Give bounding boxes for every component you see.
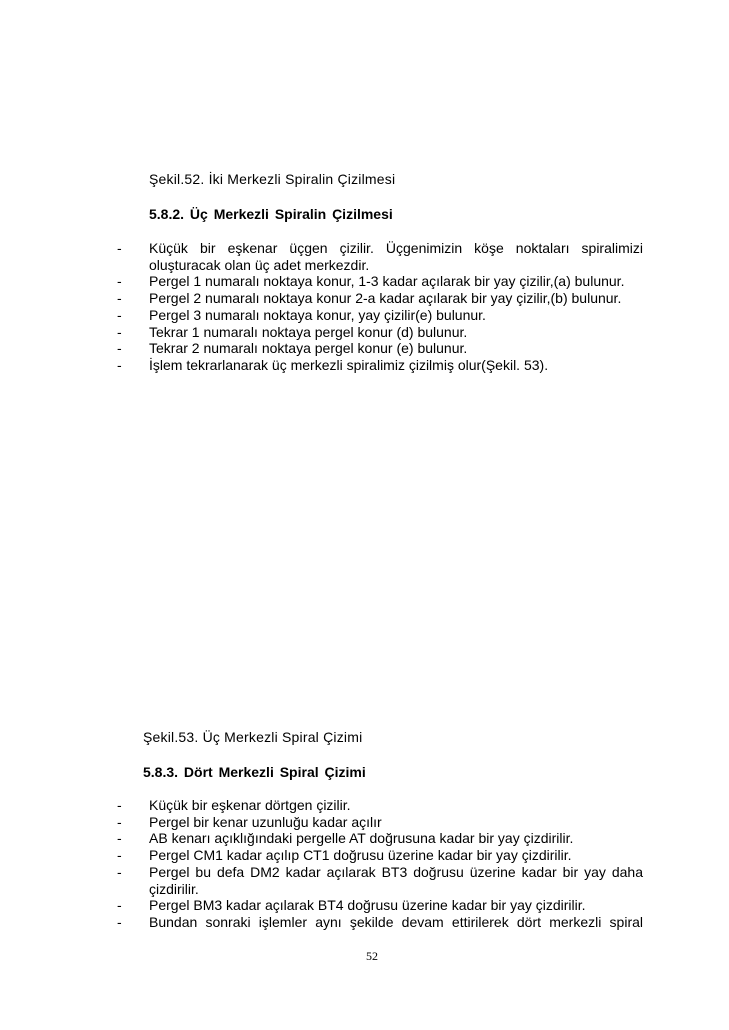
section-heading-5-8-3: 5.8.3. Dört Merkezli Spiral Çizimi [143,764,366,780]
list-bullet: - [117,306,122,323]
list-item: - Pergel BM3 kadar açılarak BT4 doğrusu üzerine kadar bir yay çizdirilir. [117,897,586,914]
list-bullet: - [117,830,122,847]
page-number: 52 [366,949,378,963]
list-bullet: - [117,273,122,290]
list-bullet: - [117,897,122,914]
list-bullet: - [117,863,122,880]
list-item: - Pergel bu defa DM2 kadar açılarak BT3 doğrusu üzerine kadar bir yay daha çizdirilir. [117,863,643,897]
list-bullet: - [117,290,122,307]
list-item: - Tekrar 1 numaralı noktaya pergel konur (d) bulunur. [117,323,468,340]
list-item: - Tekrar 2 numaralı noktaya pergel konur (e) bulunur. [117,340,468,357]
instruction-list-four-center [117,797,643,931]
list-item: - Pergel 2 numaralı noktaya konur 2-a kadar açılarak bir yay çizilir,(b) bulunur. [117,290,622,307]
list-item: - Pergel 3 numaralı noktaya konur, yay çizilir(e) bulunur. [117,306,486,323]
list-bullet: - [117,323,122,340]
list-bullet: - [117,797,122,813]
figure-caption-53: Şekil.53. Üç Merkezli Spiral Çizimi [143,729,363,745]
figure-caption-52: Şekil.52. İki Merkezli Spiralin Çizilmesi [149,171,396,187]
list-bullet: - [117,340,122,357]
section-heading-5-8-2: 5.8.2. Üç Merkezli Spiralin Çizilmesi [149,206,393,222]
list-bullet: - [117,356,122,373]
list-bullet: - [117,240,122,256]
list-item: - Pergel 1 numaralı noktaya konur, 1-3 kadar açılarak bir yay çizilir,(a) bulunur. [117,273,625,290]
list-bullet: - [117,913,122,930]
list-item: - Pergel bir kenar uzunluğu kadar açılır [117,813,382,830]
list-item: - Bundan sonraki işlemler aynı şekilde devam ettirilerek dört merkezli spiral [117,913,643,930]
list-item: - Pergel CM1 kadar açılıp CT1 doğrusu üzerine kadar bir yay çizdirilir. [117,847,572,864]
list-item: - İşlem tekrarlanarak üç merkezli spiralimiz çizilmiş olur(Şekil. 53). [117,356,549,373]
list-item: - AB kenarı açıklığındaki pergelle AT doğrusuna kadar bir yay çizdirilir. [117,830,574,847]
list-bullet: - [117,813,122,830]
list-item: - Küçük bir eşkenar dörtgen çizilir. [117,797,351,813]
instruction-list-three-center [117,240,643,374]
list-item: - Küçük bir eşkenar üçgen çizilir. Üçgenimizin köşe noktaları spiralimizi oluşturacak olan üç adet merkezdir. [117,240,643,273]
list-bullet: - [117,847,122,864]
